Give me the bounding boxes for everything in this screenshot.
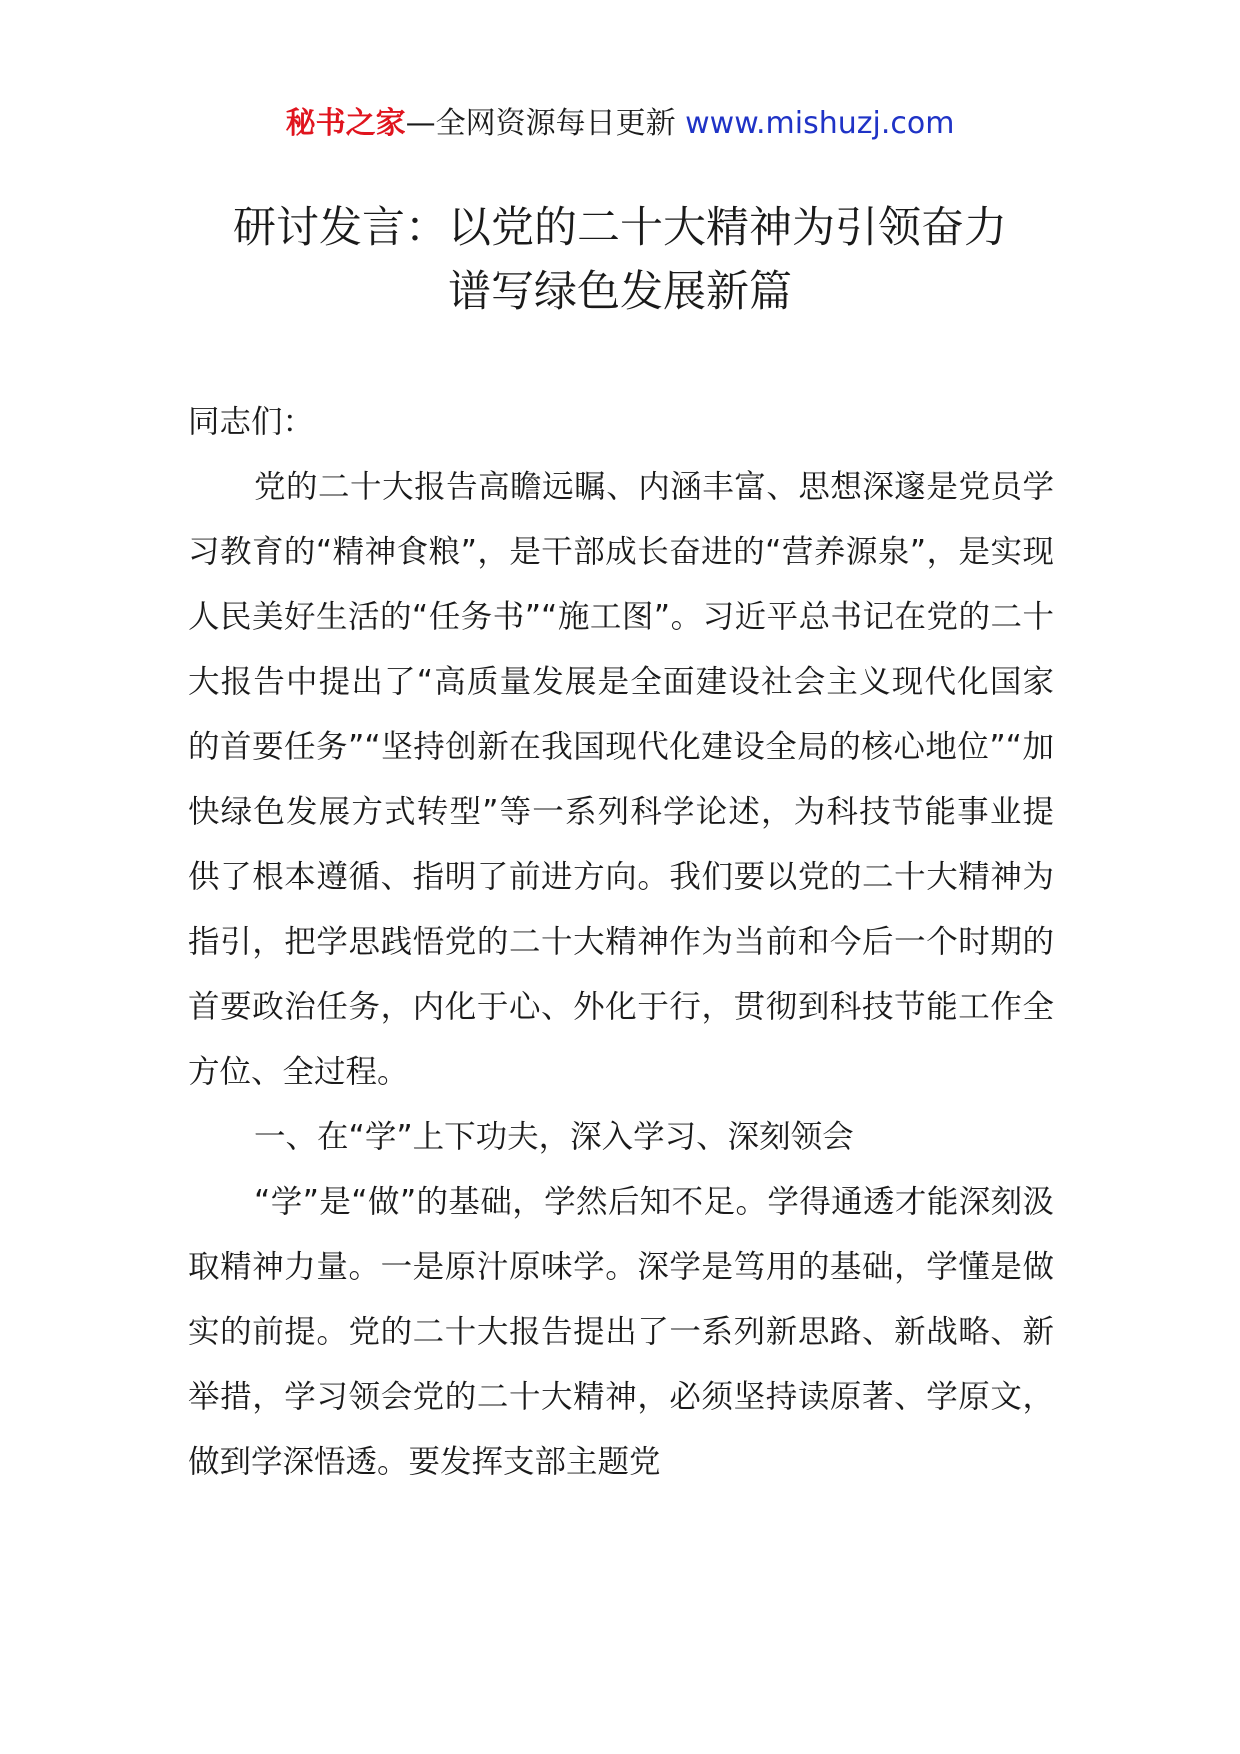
site-brand: 秘书之家 [285,106,406,141]
paragraph-intro: 党的二十大报告高瞻远瞩、内涵丰富、思想深邃是党员学习教育的“精神食粮”，是干部成长奋进的“营养源泉”，是实现人民美好生活的“任务书”“施工图”。习近平总书记在党的二十大报告中提出了“高质量发展是全面建设社会主义现代化国家的首要任务”“坚持创新在我国现代化建设全局的核心地位”“加快绿色发展方式转型”等一系列科学论述，为科技节能事业提供了根本遵循、指明了前进方向。我们要以党的二十大精神为指引，把学思践悟党的二十大精神作为当前和今后一个时期的首要政治任务，内化于心、外化于行，贯彻到科技节能工作全方位、全过程。 [188,469,1054,1090]
greeting: 同志们： [188,404,315,440]
document-body [188,390,1054,1495]
section-heading-1: 一、在“学”上下功夫，深入学习、深刻领会 [254,1119,854,1155]
title-line-2: 谱写绿色发展新篇 [448,267,792,317]
site-header [0,104,1240,144]
title-line-1: 研讨发言：以党的二十大精神为引领奋力 [233,203,1007,253]
document-title [180,196,1060,324]
site-url-link[interactable]: www.mishuzj.com [685,106,955,141]
paragraph-section-1: “学”是“做”的基础，学然后知不足。学得通透才能深刻汲取精神力量。一是原汁原味学。深学是笃用的基础，学懂是做实的前提。党的二十大报告提出了一系列新思路、新战略、新举措，学习领会党的二十大精神，必须坚持读原著、学原文，做到学深悟透。要发挥支部主题党 [188,1184,1054,1480]
site-slogan: —全网资源每日更新 [405,106,686,141]
